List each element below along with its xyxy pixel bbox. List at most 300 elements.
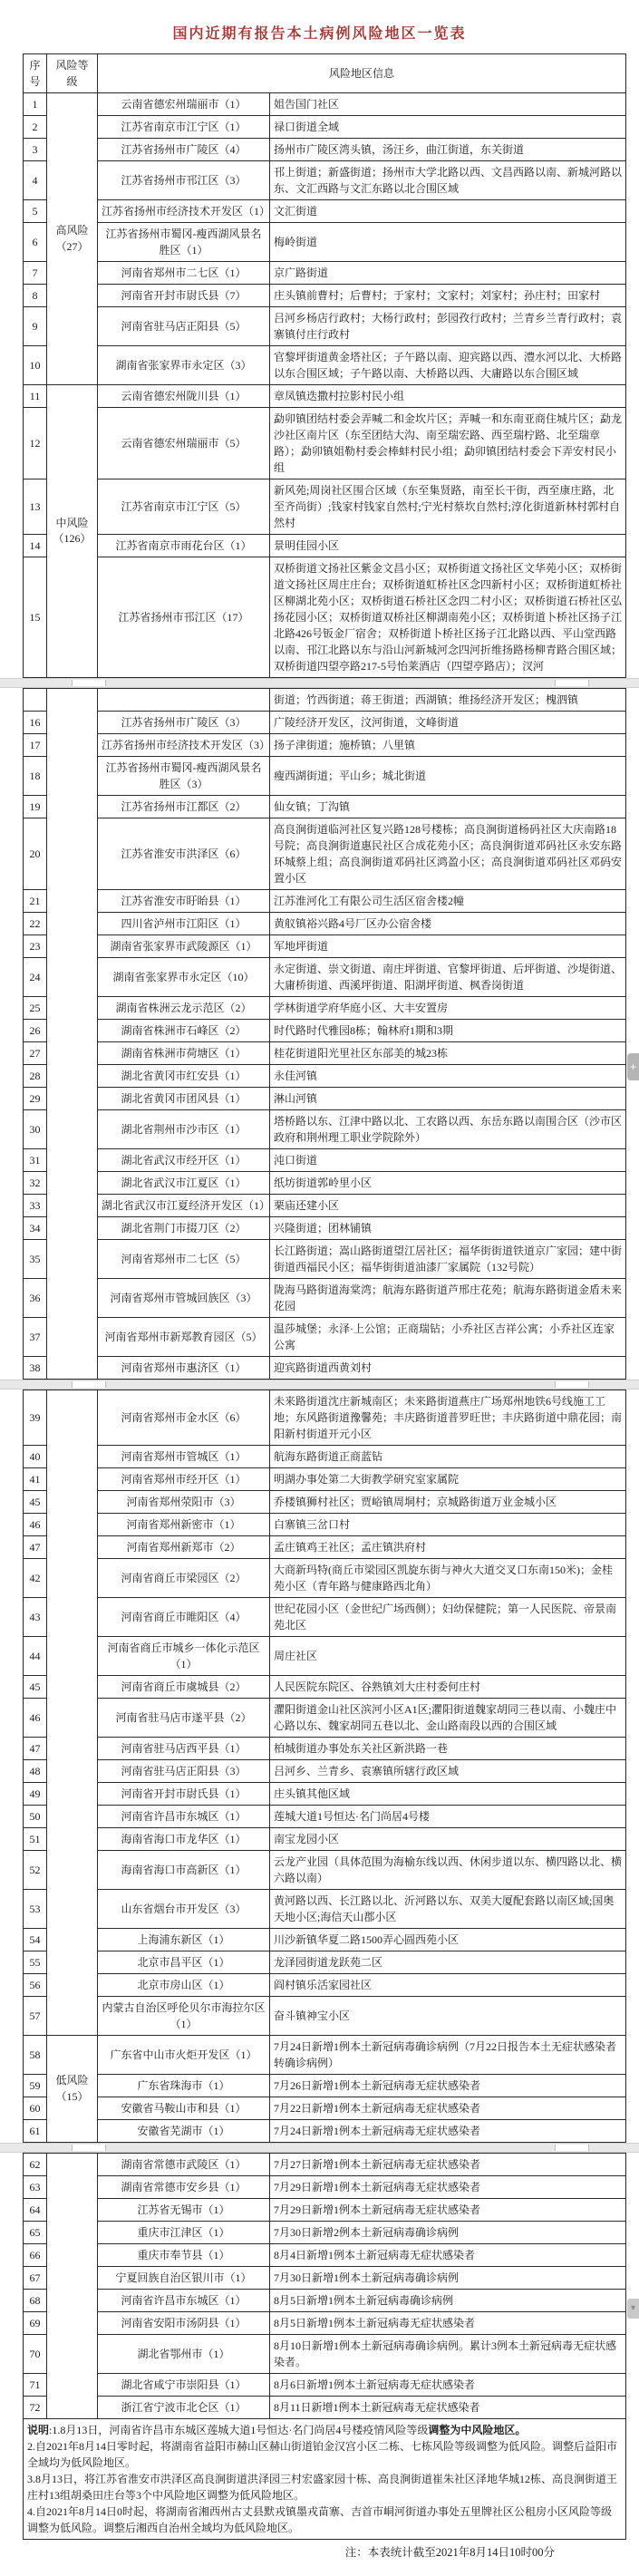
region-cell: 广东省中山市火炬开发区（1） — [98, 2036, 270, 2075]
table-row — [24, 757, 626, 796]
table-row — [24, 890, 626, 913]
row-number: 35 — [24, 1240, 47, 1279]
row-number: 23 — [24, 935, 47, 958]
region-cell: 重庆市江津区（1） — [98, 2222, 270, 2244]
region-cell: 安徽省芜湖市（1） — [98, 2120, 270, 2143]
table-row — [24, 1760, 626, 1783]
table-row — [24, 1738, 626, 1760]
page-margin-notch — [555, 1381, 589, 1388]
row-number: 15 — [24, 557, 47, 678]
table-row — [24, 1279, 626, 1318]
info-cell: 庄头镇前曹村；后曹村；于家村；文家村；刘家村；孙庄村；田家村 — [270, 285, 626, 307]
info-cell: 扬子津街道；施桥镇；八里镇 — [270, 734, 626, 757]
table-row — [24, 796, 626, 818]
page-margin-notch — [72, 680, 106, 686]
table-row — [24, 262, 626, 285]
notes-cell — [24, 2419, 626, 2540]
region-cell: 云南省德宏州陇川县（1） — [98, 385, 270, 408]
region-cell: 河南省郑州市二七区（5） — [98, 1240, 270, 1279]
info-cell: 禄口街道全域 — [270, 116, 626, 139]
region-cell: 湖北省荆州市沙市区（1） — [98, 1110, 270, 1149]
info-cell: 8月4日新增1例本土新冠病毒无症状感染者 — [270, 2244, 626, 2267]
table-row — [24, 1149, 626, 1172]
info-cell: 川沙新镇华夏二路1500弄心圆西苑小区 — [270, 1929, 626, 1951]
table-row — [24, 285, 626, 307]
row-number: 53 — [24, 1890, 47, 1929]
row-number: 60 — [24, 2097, 47, 2120]
info-cell: 纸坊街道郭岭里小区 — [270, 1172, 626, 1195]
table-row — [24, 1974, 626, 1997]
row-number — [24, 689, 47, 712]
table-row — [24, 2097, 626, 2120]
info-cell: 时代路时代雅园8栋；翰林府1期和3期 — [270, 1020, 626, 1042]
row-number: 61 — [24, 2120, 47, 2143]
info-cell: 8月10日新增1例本土新冠病毒确诊病例。累计3例本土新冠病毒无症状感染者。 — [270, 2335, 626, 2374]
table-row — [24, 1065, 626, 1088]
info-cell: 阎村镇乐活家园社区 — [270, 1974, 626, 1997]
risk-level-cell: 中风险 （126） — [47, 385, 98, 678]
row-number: 4 — [24, 161, 47, 200]
region-cell: 湖北省鄂州市（1） — [98, 2335, 270, 2374]
info-cell: 7月22日新增1例本土新冠病毒无症状感染者 — [270, 2097, 626, 2120]
region-cell: 北京市昌平区（1） — [98, 1951, 270, 1974]
region-cell: 河南省郑州新郑市（2） — [98, 1536, 270, 1559]
info-cell: 世纪花园小区（金世纪广场西侧）；妇幼保健院；第一人民医院、帝景南苑北区 — [270, 1598, 626, 1637]
risk-area-table-page-2 — [23, 688, 626, 1380]
row-number: 7 — [24, 262, 47, 285]
region-cell: 江苏省南京市江宁区（5） — [98, 479, 270, 535]
region-cell: 宁夏回族自治区银川市（1） — [98, 2267, 270, 2290]
page-margin-notch — [72, 2145, 106, 2151]
table-row — [24, 93, 626, 116]
row-number: 31 — [24, 1149, 47, 1172]
page-title: 国内近期有报告本土病例风险地区一览表 — [172, 26, 467, 42]
region-cell: 河南省郑州荥阳市（3） — [98, 1491, 270, 1514]
row-number: 67 — [24, 2267, 47, 2290]
info-cell: 孟庄镇鸡王社区；孟庄镇洪府村 — [270, 1536, 626, 1559]
info-cell: 迎宾路街道西黄刘村 — [270, 1357, 626, 1380]
region-cell: 广东省珠海市（1） — [98, 2075, 270, 2097]
info-cell: 双桥街道文扬社区紫金文昌小区；双桥街道文扬社区文华苑小区；双桥街道文扬社区周庄庄台；双桥街道虹桥社区念四新村小区；双桥街道虹桥社区柳湖北苑小区；双桥街道石桥社区念四二村小区；双桥街道石桥社区弘扬花园小区；双桥街道双桥社区柳湖南苑小区；双桥街道卜桥社区扬子江北路426号钣金厂宿舍；双桥街道卜桥社区扬子江北路以西、平山堂西路以南、邗江北路以东与沿山河新城河念四河折维扬路杨柳青路合围区域；双桥街道四望亭路217-5号怡莱酒店（四望亭路店）；汊河 — [270, 557, 626, 678]
region-cell: 河南省开封市尉氏县（1） — [98, 1783, 270, 1806]
info-cell: 学林街道学府华庭小区、大丰安置房 — [270, 997, 626, 1020]
region-cell: 江苏省扬州市经济技术开发区（1） — [98, 200, 270, 223]
table-row — [24, 385, 626, 408]
plus-handle-icon[interactable]: + — [627, 1053, 639, 1080]
table-row — [24, 1390, 626, 1446]
table-row — [24, 689, 626, 712]
table-row — [24, 1240, 626, 1279]
info-cell: 文汇街道 — [270, 200, 626, 223]
info-cell: 云龙产业园（具体范围为海榆东线以西、休闲步道以东、横四路以北、横六路以南） — [270, 1851, 626, 1890]
region-cell: 湖南省常德市武陵区（1） — [98, 2154, 270, 2176]
table-row — [24, 2222, 626, 2244]
row-number: 63 — [24, 2176, 47, 2199]
info-cell: 未来路街道沈庄新城南区；未来路街道燕庄广场郑州地铁6号线施工工地；东风路街道豫馨苑；丰庆路街道普罗旺世；丰庆路街道中鼎花园；南阳新村街道开元小区 — [270, 1390, 626, 1446]
risk-level-cell: 高风险 （27） — [47, 93, 98, 385]
info-cell: 扬州市广陵区湾头镇，汤汪乡，曲江街道，东关街道 — [270, 139, 626, 161]
region-cell: 湖南省张家界市永定区（3） — [98, 346, 270, 385]
row-number: 5 — [24, 200, 47, 223]
region-cell: 河南省驻马店正阳县（5） — [98, 307, 270, 346]
table-row — [24, 2176, 626, 2199]
region-cell: 云南省德宏州瑞丽市（5） — [98, 408, 270, 479]
notes-row — [24, 2419, 626, 2540]
region-cell: 河南省郑州市惠济区（1） — [98, 1357, 270, 1380]
page-margin-notch — [555, 680, 589, 686]
info-cell: 勐卯镇团结村委会弄喊二和金坎片区；弄喊一和东南亚商住城片区；勐龙沙社区南片区（东至团结大沟、南至瑞宏路、西至瑞柠路、北至瑞章路）；勐卯镇姐勒村委会棒蚌村民小组；勐卯镇团结村委会下弄安村民小组 — [270, 408, 626, 479]
row-number: 26 — [24, 1020, 47, 1042]
info-cell: 塔桥路以东、江津中路以北、工农路以西、东岳东路以南围合区（沙市区政府和荆州理工职业学院除外） — [270, 1110, 626, 1149]
region-cell: 湖南省株洲市荷塘区（1） — [98, 1042, 270, 1065]
info-cell: 梅岭街道 — [270, 223, 626, 262]
table-row — [24, 2374, 626, 2397]
region-cell: 湖北省黄冈市团风县（1） — [98, 1088, 270, 1110]
region-cell: 江苏省扬州市邗江区（3） — [98, 161, 270, 200]
table-row — [24, 1514, 626, 1536]
table-row — [24, 1851, 626, 1890]
info-cell: 8月6日新增1例本土新冠病毒无症状感染者 — [270, 2374, 626, 2397]
info-cell: 栗庙还建小区 — [270, 1195, 626, 1217]
table-row — [24, 913, 626, 935]
row-number: 72 — [24, 2397, 47, 2419]
table-row — [24, 935, 626, 958]
row-number: 49 — [24, 1783, 47, 1806]
row-number: 52 — [24, 1851, 47, 1890]
table-row — [24, 1929, 626, 1951]
table-row — [24, 1783, 626, 1806]
region-cell: 江苏省扬州市经济技术开发区（3） — [98, 734, 270, 757]
info-cell: 7月29日新增1例本土新冠病毒无症状感染者 — [270, 2199, 626, 2222]
region-cell: 江苏省扬州市江都区（2） — [98, 796, 270, 818]
risk-level-cell: 低风险 （15） — [47, 2036, 98, 2143]
region-cell: 江苏省扬州市蜀冈-瘦西湖风景名胜区（3） — [98, 757, 270, 796]
info-cell: 陇海马路街道海棠湾；航海东路街道芦邢庄花苑；航海东路街道金盾未来花园 — [270, 1279, 626, 1318]
table-row — [24, 734, 626, 757]
row-number: 57 — [24, 1997, 47, 2036]
region-cell: 湖北省武汉市江夏区（1） — [98, 1172, 270, 1195]
info-cell: 8月5日新增1例本土新冠病毒确诊病例 — [270, 2290, 626, 2312]
table-row — [24, 1598, 626, 1637]
region-cell: 湖北省黄冈市红安县（1） — [98, 1065, 270, 1088]
table-row — [24, 139, 626, 161]
table-row — [24, 1318, 626, 1357]
document-body — [0, 53, 639, 2540]
risk-area-table-page-4 — [23, 2153, 626, 2540]
row-number: 32 — [24, 1172, 47, 1195]
row-number: 9 — [24, 307, 47, 346]
table-row — [24, 818, 626, 890]
row-number: 65 — [24, 2222, 47, 2244]
info-cell: 江苏淮河化工有限公司生活区宿舍楼2幢 — [270, 890, 626, 913]
row-number: 71 — [24, 2374, 47, 2397]
region-cell: 河南省驻马店西平县（1） — [98, 1738, 270, 1760]
region-cell: 河南省商丘市睢阳区（4） — [98, 1598, 270, 1637]
region-cell: 北京市房山区（1） — [98, 1974, 270, 1997]
info-cell: 瘦西湖街道；平山乡；城北街道 — [270, 757, 626, 796]
table-row — [24, 346, 626, 385]
region-cell: 江苏省淮安市盱眙县（1） — [98, 890, 270, 913]
region-cell: 海南省海口市龙华区（1） — [98, 1828, 270, 1851]
region-cell: 河南省郑州市金水区（6） — [98, 1390, 270, 1446]
row-number: 2 — [24, 116, 47, 139]
info-cell: 龙泽园街道龙跃苑二区 — [270, 1951, 626, 1974]
table-row — [24, 997, 626, 1020]
region-cell: 河南省郑州市二七区（1） — [98, 262, 270, 285]
info-cell: 官黎坪街道黄金塔社区；子午路以南、迎宾路以西、澧水河以北、大桥路以东合围区域；子午路以南、大桥路以西、大庸路以东合围区域 — [270, 346, 626, 385]
table-row — [24, 307, 626, 346]
row-number: 11 — [24, 385, 47, 408]
table-row — [24, 2312, 626, 2335]
info-cell: 京广路街道 — [270, 262, 626, 285]
table-row — [24, 200, 626, 223]
region-cell: 湖北省武汉市经开区（1） — [98, 1149, 270, 1172]
info-cell: 街道；竹西街道；蒋王街道；西湖镇；维扬经济开发区；槐泗镇 — [270, 689, 626, 712]
info-cell: 明湖办事处第二大街教学研究室家属院 — [270, 1468, 626, 1491]
info-cell: 景明佳园小区 — [270, 535, 626, 557]
info-cell: 吕河乡、兰青乡、袁寨镇所辖行政区域 — [270, 1760, 626, 1783]
note-line: 4.自2021年8月14日0时起，将湖南省湘西州古丈县默戎镇墨戎苗寨、吉首市峒河街道办事处五里牌社区公租房小区风险等级调整为低风险。调整后湘西自治州全域均为低风险地区。 — [27, 2505, 613, 2534]
page-break-band — [0, 678, 639, 688]
table-row — [24, 958, 626, 997]
row-number: 50 — [24, 1806, 47, 1828]
info-cell: 仙女镇；丁沟镇 — [270, 796, 626, 818]
page-margin-notch — [555, 2145, 589, 2151]
info-cell: 桂花街道阳光里社区东部美的城23栋 — [270, 1042, 626, 1065]
table-row — [24, 2397, 626, 2419]
info-cell: 黄舣镇裕兴路4号厂区办公宿舍楼 — [270, 913, 626, 935]
row-number: 10 — [24, 346, 47, 385]
info-cell: 乔楼镇狮村社区；贾峪镇周垌村；京城路街道万业金城小区 — [270, 1491, 626, 1514]
table-row — [24, 1110, 626, 1149]
table-row — [24, 2120, 626, 2143]
info-cell: 永定街道、崇文街道、南庄坪街道、官黎坪街道、后坪街道、沙堤街道、大庸桥街道、西溪坪街道、阳湖坪街道、枫香岗街道 — [270, 958, 626, 997]
row-number: 19 — [24, 796, 47, 818]
region-cell: 上海浦东新区（1） — [98, 1929, 270, 1951]
table-row — [24, 1491, 626, 1514]
region-cell: 河南省郑州市经开区（1） — [98, 1468, 270, 1491]
column-header: 风险等级 — [47, 54, 98, 93]
info-cell: 淋山河镇 — [270, 1088, 626, 1110]
region-cell: 湖北省武汉市江夏经济开发区（1） — [98, 1195, 270, 1217]
table-row — [24, 1172, 626, 1195]
risk-level-cell — [47, 1390, 98, 2036]
region-cell: 海南省海口市高新区（1） — [98, 1851, 270, 1890]
row-number: 25 — [24, 997, 47, 1020]
row-number: 28 — [24, 1065, 47, 1088]
info-cell: 章凤镇迭撒村拉影村民小组 — [270, 385, 626, 408]
info-cell: 军地坪街道 — [270, 935, 626, 958]
row-number: 44 — [24, 1637, 47, 1676]
info-cell: 7月26日新增1例本土新冠病毒无症状感染者 — [270, 2075, 626, 2097]
region-cell: 内蒙古自治区呼伦贝尔市海拉尔区（1） — [98, 1997, 270, 2036]
table-row — [24, 1699, 626, 1738]
info-cell: 姐告国门社区 — [270, 93, 626, 116]
row-number: 59 — [24, 2075, 47, 2097]
region-cell: 河南省安阳市汤阴县（1） — [98, 2312, 270, 2335]
row-number: 42 — [24, 1559, 47, 1598]
info-cell: 航海东路街道正商蓝钻 — [270, 1446, 626, 1468]
info-cell: 长江路街道；嵩山路街道望江居社区；福华街街道铁道京广家园；建中街街道西福民小区；福华街街道油漆厂家属院（132号院） — [270, 1240, 626, 1279]
row-number: 51 — [24, 1828, 47, 1851]
risk-area-table-page-1 — [23, 53, 626, 678]
row-number: 8 — [24, 285, 47, 307]
row-number: 30 — [24, 1110, 47, 1149]
info-cell: 7月24日新增1例本土新冠病毒确诊病例（7月22日报告本土无症状感染者转确诊病例） — [270, 2036, 626, 2075]
table-row — [24, 161, 626, 200]
row-number: 64 — [24, 2199, 47, 2222]
row-number: 18 — [24, 757, 47, 796]
info-cell: 7月30日新增2例本土新冠病毒确诊病例 — [270, 2222, 626, 2244]
info-cell: 新风苑;周岗社区围合区域（东至集贤路，南至长干街，西至康庄路，北至齐尚街）;钱家村钱家自然村;宁光村蔡坎自然村;淳化街道新林村郭村自然村 — [270, 479, 626, 535]
row-number: 24 — [24, 958, 47, 997]
table-row — [24, 2199, 626, 2222]
region-cell: 河南省郑州市管城回族区（3） — [98, 1279, 270, 1318]
table-row — [24, 2267, 626, 2290]
info-cell: 白寨镇三岔口村 — [270, 1514, 626, 1536]
row-number: 69 — [24, 2312, 47, 2335]
row-number: 54 — [24, 1929, 47, 1951]
region-cell: 湖北省咸宁市崇阳县（1） — [98, 2374, 270, 2397]
row-number: 33 — [24, 1195, 47, 1217]
info-cell: 广陵经济开发区，汶河街道，文峰街道 — [270, 712, 626, 734]
info-cell: 人民医院东院区、谷熟镇刘大庄村委何庄村 — [270, 1676, 626, 1699]
page-break-band — [0, 2143, 639, 2153]
table-row — [24, 1195, 626, 1217]
table-row — [24, 1559, 626, 1598]
footer-note: 注：本表统计截至2021年8月14日10时00分 — [344, 2546, 555, 2559]
page-margin-notch — [72, 1381, 106, 1388]
risk-level-cell — [47, 689, 98, 1380]
region-cell: 江苏省南京市江宁区（1） — [98, 116, 270, 139]
row-number: 43 — [24, 1598, 47, 1637]
table-row — [24, 1890, 626, 1929]
table-row — [24, 1997, 626, 2036]
region-cell: 河南省商丘市虞城县（2） — [98, 1676, 270, 1699]
row-number: 37 — [24, 1318, 47, 1357]
row-number: 41 — [24, 1468, 47, 1491]
region-cell: 河南省驻马店正阳县（3） — [98, 1760, 270, 1783]
table-row — [24, 1042, 626, 1065]
table-row — [24, 1468, 626, 1491]
row-number: 13 — [24, 479, 47, 535]
table-row — [24, 2290, 626, 2312]
region-cell: 河南省驻马店市遂平县（2） — [98, 1699, 270, 1738]
info-cell: 8月5日新增1例本土新冠病毒无症状感染者 — [270, 2312, 626, 2335]
row-number: 38 — [24, 1357, 47, 1380]
row-number: 70 — [24, 2335, 47, 2374]
table-row — [24, 2075, 626, 2097]
row-number: 47 — [24, 1536, 47, 1559]
row-number: 45 — [24, 1491, 47, 1514]
table-row — [24, 2335, 626, 2374]
table-row — [24, 1357, 626, 1380]
table-row — [24, 1536, 626, 1559]
row-number: 20 — [24, 818, 47, 890]
info-cell: 温莎城堡；永泽·上公馆；正商瑞钻；小乔社区吉祥公寓；小乔社区连家公寓 — [270, 1318, 626, 1357]
info-cell: 柏城街道办事处东关社区新洪路一巷 — [270, 1738, 626, 1760]
note-line: 说明:1.8月13日，河南省许昌市东城区莲城大道1号恒达·名门尚居4号楼疫情风险等级调整为中风险地区。 — [27, 2424, 527, 2436]
risk-area-table-page-3 — [23, 1390, 626, 2143]
table-row — [24, 479, 626, 535]
region-cell: 江苏省扬州市广陵区（3） — [98, 712, 270, 734]
region-cell: 河南省郑州市新郑教育园区（5） — [98, 1318, 270, 1357]
row-number: 21 — [24, 890, 47, 913]
region-cell: 河南省郑州市管城区（1） — [98, 1446, 270, 1468]
region-cell: 山东省烟台市开发区（3） — [98, 1890, 270, 1929]
info-cell: 永佳河镇 — [270, 1065, 626, 1088]
table-row — [24, 1806, 626, 1828]
info-cell: 奋斗镇神宝小区 — [270, 1997, 626, 2036]
row-number: 17 — [24, 734, 47, 757]
table-row — [24, 223, 626, 262]
info-cell: 7月27日新增1例本土新冠病毒无症状感染者 — [270, 2154, 626, 2176]
region-cell: 江苏省淮安市洪泽区（6） — [98, 818, 270, 890]
row-number: 27 — [24, 1042, 47, 1065]
column-header: 风险地区信息 — [98, 54, 626, 93]
risk-level-cell — [47, 2154, 98, 2419]
region-cell: 湖南省张家界市永定区（10） — [98, 958, 270, 997]
row-number: 14 — [24, 535, 47, 557]
row-number: 66 — [24, 2244, 47, 2267]
column-header: 序号 — [24, 54, 47, 93]
row-number: 39 — [24, 1390, 47, 1446]
info-cell: 庄头镇其他区域 — [270, 1783, 626, 1806]
region-cell: 湖南省株洲市石峰区（2） — [98, 1020, 270, 1042]
region-cell: 浙江省宁波市北仑区（1） — [98, 2397, 270, 2419]
note-line: 3.8月13日，将江苏省淮安市洪泽区高良涧街道洪泽园三村宏盛家园十栋、高良涧街道崔朱社区泽地华城12栋、高良涧街道王庄村13组胡桑田庄台等3个中风险地区调整为低风险地区。 — [27, 2473, 618, 2502]
region-cell: 江苏省扬州市邗江区（17） — [98, 557, 270, 678]
info-cell: 大商新玛特(商丘市梁园区凯旋东街与神火大道交叉口东南150米)；金桂苑小区（青年路与健康路西北角） — [270, 1559, 626, 1598]
row-number: 29 — [24, 1088, 47, 1110]
table-row — [24, 1637, 626, 1676]
row-number: 40 — [24, 1446, 47, 1468]
row-number: 34 — [24, 1217, 47, 1240]
region-cell: 湖南省张家界市武陵源区（1） — [98, 935, 270, 958]
info-cell: 莲城大道1号恒达·名门尚居4号楼 — [270, 1806, 626, 1828]
table-row — [24, 1446, 626, 1468]
row-number: 45 — [24, 1676, 47, 1699]
info-cell: 灈阳街道金山社区滨河小区A1区;灈阳街道魏家胡同三巷以南、小魏庄中心路以东、魏家胡同五巷以北、金山路南段以西的合围区域 — [270, 1699, 626, 1738]
region-cell: 安徽省马鞍山市和县（1） — [98, 2097, 270, 2120]
row-number: 16 — [24, 712, 47, 734]
info-cell: 吕河乡杨店行政村；大杨行政村；彭园孜行政村；兰青乡兰青行政村；袁寨镇付庄行政村 — [270, 307, 626, 346]
region-cell: 湖南省株洲云龙示范区（2） — [98, 997, 270, 1020]
table-row — [24, 712, 626, 734]
table-row — [24, 1020, 626, 1042]
info-cell: 邗上街道；新盛街道；扬州市大学北路以西、文昌西路以南、新城河路以东、文汇西路与文汇东路以北合围区域 — [270, 161, 626, 200]
row-number: 47 — [24, 1738, 47, 1760]
row-number: 46 — [24, 1514, 47, 1536]
note-line: 2.自2021年8月14日零时起，将湖南省益阳市赫山区赫山街道铂金汉宫小区二栋、七栋风险等级调整为低风险。调整后益阳市全域均为低风险地区。 — [27, 2440, 618, 2469]
info-cell: 8月11日新增1例本土新冠病毒无症状感染者 — [270, 2397, 626, 2419]
table-row — [24, 1676, 626, 1699]
info-cell: 7月29日新增1例本土新冠病毒无症状感染者 — [270, 2176, 626, 2199]
row-number: 12 — [24, 408, 47, 479]
region-cell: 江苏省南京市雨花台区（1） — [98, 535, 270, 557]
info-cell: 黄河路以西、长江路以北、沂河路以东、双美大厦配套路以南区域;国奥天地小区;海信天山郡小区 — [270, 1890, 626, 1929]
row-number: 55 — [24, 1951, 47, 1974]
info-cell: 兴隆街道；团林铺镇 — [270, 1217, 626, 1240]
region-cell: 江苏省无锡市（1） — [98, 2199, 270, 2222]
chevron-down-icon[interactable]: ▾ — [627, 2299, 639, 2319]
row-number: 6 — [24, 223, 47, 262]
table-row — [24, 1951, 626, 1974]
region-cell: 四川省泸州市江阳区（1） — [98, 913, 270, 935]
table-row — [24, 2154, 626, 2176]
info-cell: 高良涧街道临河社区复兴路128号楼栋；高良涧街道杨码社区大庆南路18号院；高良涧街道惠民社区合成花苑小区；高良涧街道邓码社区永安东路环城蔡上组；高良涧街道邓码社区鸿盈小区；高良涧街道邓码社区邓码安置小区 — [270, 818, 626, 890]
info-cell: 沌口街道 — [270, 1149, 626, 1172]
